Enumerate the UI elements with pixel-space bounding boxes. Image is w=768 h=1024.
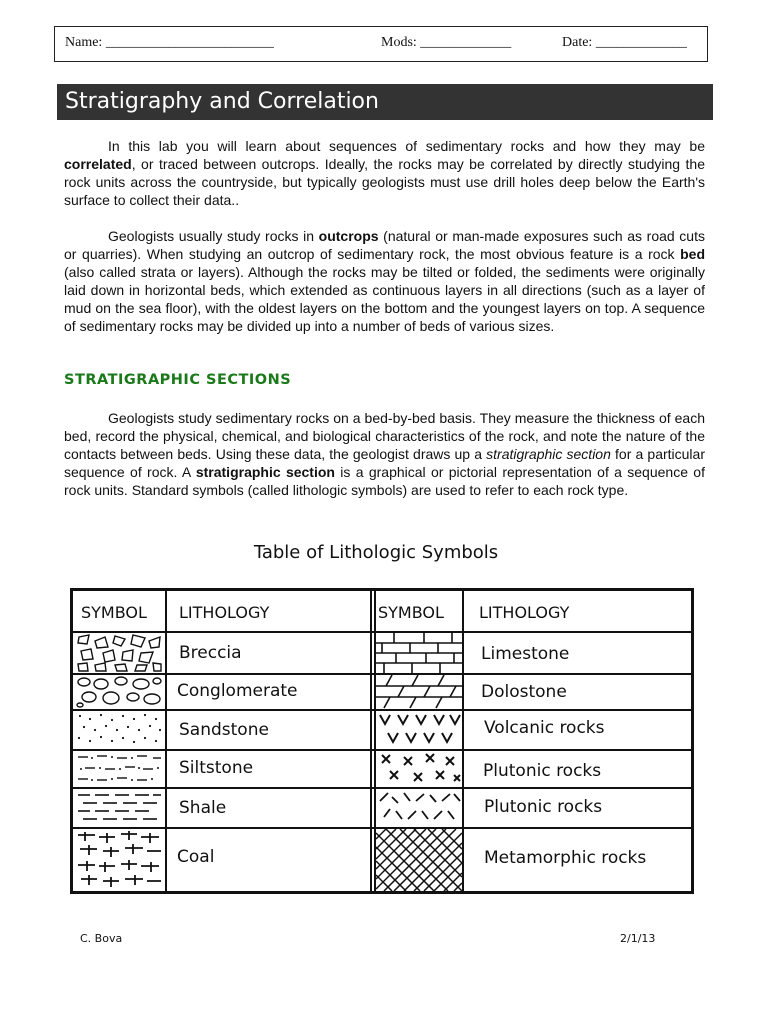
dolostone-pattern-icon xyxy=(376,675,462,709)
breccia-pattern-icon xyxy=(75,633,163,673)
limestone-pattern-icon xyxy=(376,633,462,673)
label-siltstone: Siltstone xyxy=(179,758,254,778)
siltstone-pattern-icon xyxy=(75,751,163,787)
left-lithology-header: LITHOLOGY xyxy=(179,603,270,622)
section-paragraph: Geologists study sedimentary rocks on a bed-by-bed basis. They measure the thickness of each bed, record the physical, chemical, and biological characteristics of the rock, and note the nature of the contacts between beds. Using these data, the geologist draws up a stratigraphic section for a particular sequence of rock. A stratigraphic section is a graphical or pictorial representation of a sequence of rock units. Standard symbols (called lithologic symbols) are used to refer to each rock type. xyxy=(64,410,705,498)
name-field[interactable]: Name: ________________________ xyxy=(65,35,274,50)
label-coal: Coal xyxy=(177,847,215,867)
table-title: Table of Lithologic Symbols xyxy=(253,542,499,563)
lithologic-symbols-table xyxy=(70,588,694,894)
label-conglomerate: Conglomerate xyxy=(177,681,298,701)
right-lithology-header: LITHOLOGY xyxy=(479,603,570,622)
plutonic2-pattern-icon xyxy=(376,789,462,827)
page-title: Stratigraphy and Correlation xyxy=(57,84,713,120)
sandstone-pattern-icon xyxy=(75,711,163,749)
student-info-box xyxy=(54,26,708,62)
right-symbol-header: SYMBOL xyxy=(378,603,444,622)
left-symbol-header: SYMBOL xyxy=(81,603,147,622)
label-sandstone: Sandstone xyxy=(179,720,269,740)
label-limestone: Limestone xyxy=(481,644,570,664)
conglomerate-pattern-icon xyxy=(75,675,163,709)
mods-field[interactable]: Mods: _____________ xyxy=(381,35,512,50)
footer-date: 2/1/13 xyxy=(620,932,656,945)
intro-paragraph-2: Geologists usually study rocks in outcrops (natural or man-made exposures such as road cuts or quarries). When studying an outcrop of sedimentary rock, the most obvious feature is a rock bed (also called strata or layers). Although the rocks may be tilted or folded, the sediments were originally laid down in horizontal beds, which extended as continuous layers in all directions (such as a layer of mud on the sea floor), with the oldest layers on the bottom and the youngest layers on top. A sequence of sedimentary rocks may be divided up into a number of beds of various sizes. xyxy=(64,228,705,334)
shale-pattern-icon xyxy=(75,789,163,827)
coal-pattern-icon xyxy=(75,829,163,891)
label-plutonic-1: Plutonic rocks xyxy=(483,761,602,781)
label-breccia: Breccia xyxy=(179,643,242,663)
intro-paragraph-1: In this lab you will learn about sequences of sedimentary rocks and how they may be correlated, or traced between outcrops. Ideally, the rocks may be correlated by directly studying the rock units across the countryside, but typically geologists must use drill holes deep below the Earth's surface to collect their data.. xyxy=(64,138,705,208)
label-dolostone: Dolostone xyxy=(481,682,567,702)
date-field[interactable]: Date: _____________ xyxy=(562,35,687,50)
footer-author: C. Bova xyxy=(80,932,123,945)
label-metamorphic: Metamorphic rocks xyxy=(484,848,647,868)
label-shale: Shale xyxy=(179,798,227,818)
plutonic-pattern-icon xyxy=(376,751,462,787)
label-plutonic-2: Plutonic rocks xyxy=(484,797,603,817)
label-volcanic: Volcanic rocks xyxy=(484,718,605,738)
volcanic-pattern-icon xyxy=(376,711,462,749)
section-heading: STRATIGRAPHIC SECTIONS xyxy=(64,372,292,388)
metamorphic-pattern-icon xyxy=(376,829,462,891)
